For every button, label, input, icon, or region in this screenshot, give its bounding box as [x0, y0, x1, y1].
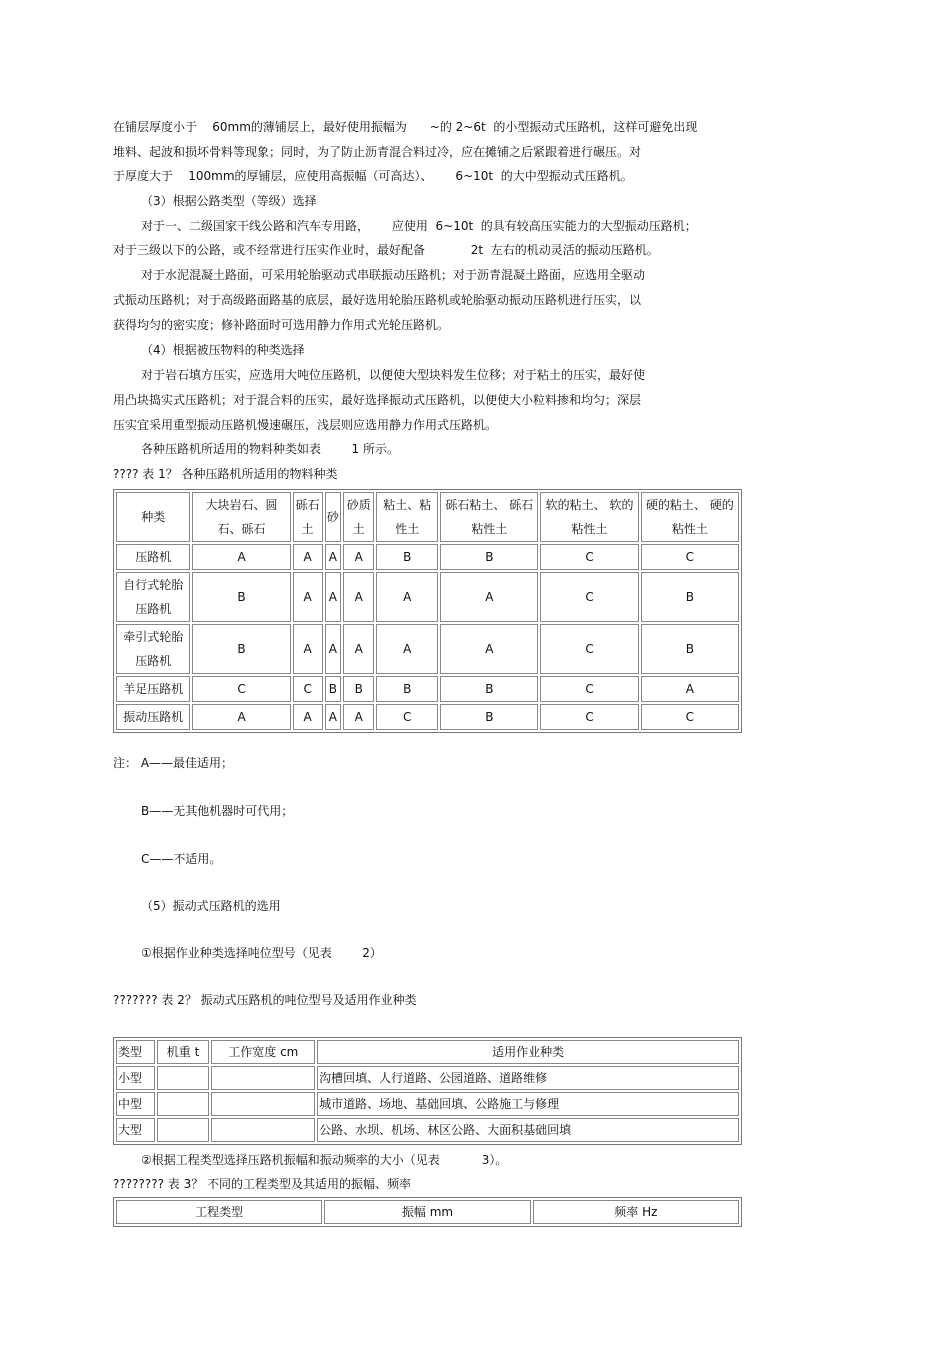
- paragraph-line: 式振动压路机；对于高级路面路基的底层，最好选用轮胎压路机或轮胎驱动振动压路机进行压实，以: [113, 293, 642, 307]
- row-label: 自行式轮胎压路机: [116, 572, 190, 622]
- table-cell: B: [192, 624, 290, 674]
- table-row: [116, 544, 739, 570]
- paragraph-line: 对于岩石填方压实，应选用大吨位压路机，以便使大型块料发生位移；对于粘土的压实，最好使: [141, 368, 646, 382]
- paragraph-line: 压实宜采用重型振动压路机慢速碾压，浅层则应选用静力作用式压路机。: [113, 418, 498, 432]
- table-cell: C: [540, 676, 638, 702]
- table-cell: [157, 1118, 210, 1142]
- table-cell: A: [343, 544, 374, 570]
- header-cell: 砾石土: [293, 492, 323, 542]
- table-cell: B: [343, 676, 374, 702]
- paragraph-line: 用凸块捣实式压路机；对于混合料的压实，最好选择振动式压路机，以便使大小粒料掺和均匀；深层: [113, 393, 642, 407]
- table-row: [116, 572, 739, 622]
- table-cell: 城市道路、场地、基础回填、公路施工与修理: [317, 1092, 739, 1116]
- note-a: 注： A——最佳适用；: [113, 756, 234, 770]
- row-label: 羊足压路机: [116, 676, 190, 702]
- table-cell: A: [293, 624, 323, 674]
- header-cell: 大块岩石、圆石、砾石: [192, 492, 290, 542]
- table-cell: B: [192, 572, 290, 622]
- table-cell: A: [325, 624, 342, 674]
- paragraph-line: 获得均匀的密实度；修补路面时可选用静力作用式光轮压路机。: [113, 318, 450, 332]
- table-cell: A: [343, 624, 374, 674]
- table-cell: A: [192, 704, 290, 730]
- header-cell: 软的粘土、 软的粘性土: [540, 492, 638, 542]
- table-cell: B: [376, 544, 438, 570]
- table-header-row: [116, 1040, 739, 1064]
- header-cell: 类型: [116, 1040, 155, 1064]
- row-label: 压路机: [116, 544, 190, 570]
- row-label: 大型: [116, 1118, 155, 1142]
- table-cell: C: [540, 624, 638, 674]
- table-cell: [211, 1066, 315, 1090]
- table-cell: A: [343, 704, 374, 730]
- row-label: 振动压路机: [116, 704, 190, 730]
- table-amplitude-frequency: [113, 1197, 742, 1227]
- table-row: [116, 676, 739, 702]
- table-cell: A: [376, 624, 438, 674]
- row-label: 小型: [116, 1066, 155, 1090]
- table-cell: [211, 1118, 315, 1142]
- paragraph-line: 对于一、二级国家干线公路和汽车专用路， 应使用 6~10t 的具有较高压实能力的大型振动压路机；: [141, 219, 697, 233]
- table-cell: C: [641, 544, 739, 570]
- header-cell: 适用作业种类: [317, 1040, 739, 1064]
- table-cell: 沟槽回填、人行道路、公园道路、道路维修: [317, 1066, 739, 1090]
- header-cell: 粘土、粘性土: [376, 492, 438, 542]
- section-heading: （3）根据公路类型（等级）选择: [141, 194, 317, 208]
- table-cell: A: [376, 572, 438, 622]
- header-cell: 频率 Hz: [533, 1200, 739, 1224]
- table-cell: A: [293, 572, 323, 622]
- table-cell: A: [440, 572, 538, 622]
- header-cell: 砂质土: [343, 492, 374, 542]
- table2-caption: ??????? 表 2？ 振动式压路机的吨位型号及适用作业种类: [113, 993, 417, 1007]
- table-cell: A: [192, 544, 290, 570]
- table-cell: A: [293, 704, 323, 730]
- paragraph-line: 在铺层厚度小于 60mm的薄铺层上，最好使用振幅为 ~的 2~6t 的小型振动式压路机，这样可避免出现: [113, 120, 698, 134]
- table-row: [116, 1092, 739, 1116]
- table-cell: C: [192, 676, 290, 702]
- table-cell: A: [325, 572, 342, 622]
- header-cell: 硬的粘土、 硬的粘性土: [641, 492, 739, 542]
- table-row: [116, 1066, 739, 1090]
- table-cell: C: [540, 544, 638, 570]
- header-cell: 砾石粘土、 砾石粘性土: [440, 492, 538, 542]
- paragraph-line: 堆料、起波和损坏骨料等现象；同时，为了防止沥青混合料过冷，应在摊铺之后紧跟着进行碾压。对: [113, 145, 642, 159]
- row-label: 牵引式轮胎压路机: [116, 624, 190, 674]
- section-heading: （5）振动式压路机的选用: [141, 899, 281, 913]
- table-cell: [157, 1092, 210, 1116]
- table-cell: [157, 1066, 210, 1090]
- table-cell: B: [440, 704, 538, 730]
- table-header-row: [116, 492, 739, 542]
- table-cell: B: [325, 676, 342, 702]
- table-cell: B: [641, 624, 739, 674]
- table-cell: C: [376, 704, 438, 730]
- table-cell: B: [641, 572, 739, 622]
- header-cell: 工作宽度 cm: [211, 1040, 315, 1064]
- note-c: C——不适用。: [141, 852, 222, 866]
- table-material-types: [113, 489, 742, 733]
- row-label: 中型: [116, 1092, 155, 1116]
- table-cell: C: [540, 704, 638, 730]
- header-cell: 种类: [116, 492, 190, 542]
- table-cell: C: [540, 572, 638, 622]
- paragraph-line: 各种压路机所适用的物料种类如表 1 所示。: [141, 442, 399, 456]
- table-cell: B: [440, 544, 538, 570]
- table-cell: 公路、水坝、机场、林区公路、大面积基础回填: [317, 1118, 739, 1142]
- table-cell: C: [641, 704, 739, 730]
- header-cell: 砂: [325, 492, 342, 542]
- paragraph-line: 对于三级以下的公路，或不经常进行压实作业时，最好配备 2t 左右的机动灵活的振动压路机。: [113, 243, 659, 257]
- table-cell: A: [440, 624, 538, 674]
- table1-caption: ???? 表 1？ 各种压路机所适用的物料种类: [113, 467, 338, 481]
- header-cell: 工程类型: [116, 1200, 322, 1224]
- table-cell: A: [641, 676, 739, 702]
- table-cell: B: [440, 676, 538, 702]
- table-cell: A: [343, 572, 374, 622]
- table-cell: A: [293, 544, 323, 570]
- paragraph-line: ②根据工程类型选择压路机振幅和振动频率的大小（见表 3）。: [141, 1153, 508, 1167]
- header-cell: 机重 t: [157, 1040, 210, 1064]
- table-header-row: [116, 1200, 739, 1224]
- header-cell: 振幅 mm: [324, 1200, 530, 1224]
- table-cell: C: [293, 676, 323, 702]
- section-heading: （4）根据被压物料的种类选择: [141, 343, 305, 357]
- table3-caption: ???????? 表 3？ 不同的工程类型及其适用的振幅、频率: [113, 1177, 412, 1191]
- table-row: [116, 704, 739, 730]
- table-tonnage-types: [113, 1037, 742, 1145]
- paragraph-line: ①根据作业种类选择吨位型号（见表 2）: [141, 946, 382, 960]
- table-row: [116, 624, 739, 674]
- table-row: [116, 1118, 739, 1142]
- table-cell: A: [325, 704, 342, 730]
- table-cell: A: [325, 544, 342, 570]
- paragraph-line: 对于水泥混凝土路面，可采用轮胎驱动式串联振动压路机；对于沥青混凝土路面，应选用全驱动: [141, 268, 646, 282]
- table-cell: [211, 1092, 315, 1116]
- paragraph-line: 于厚度大于 100mm的厚铺层，应使用高振幅（可高达）、 6~10t 的大中型振动式压路机。: [113, 169, 633, 183]
- table-cell: B: [376, 676, 438, 702]
- note-b: B——无其他机器时可代用；: [141, 804, 294, 818]
